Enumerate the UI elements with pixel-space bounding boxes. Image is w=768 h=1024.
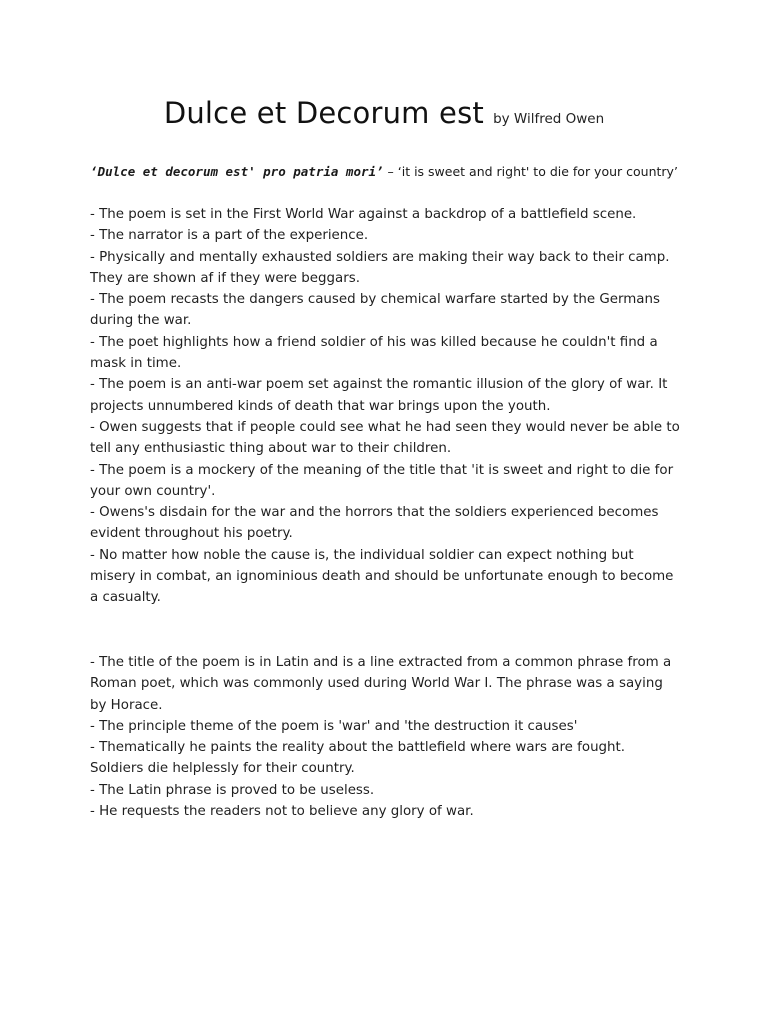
motto-separator: – bbox=[383, 164, 398, 179]
bullet-point: - The poet highlights how a friend soldier of his was killed because he couldn't find a mask in time. bbox=[90, 334, 658, 372]
bullet-point: - The poem is set in the First World War against a backdrop of a battlefield scene. bbox=[90, 207, 637, 222]
motto-translation: ‘it is sweet and right' to die for your country’ bbox=[397, 164, 678, 179]
bullet-point: - The principle theme of the poem is 'war' and 'the destruction it causes' bbox=[90, 718, 578, 734]
notes-section-2 bbox=[90, 652, 680, 822]
page-title bbox=[0, 96, 768, 130]
notes-section-1 bbox=[90, 204, 680, 609]
poem-title: Dulce et Decorum est bbox=[163, 96, 484, 130]
bullet-point: - He requests the readers not to believe any glory of war. bbox=[90, 804, 474, 820]
bullet-point: - The narrator is a part of the experience. bbox=[90, 228, 369, 244]
bullet-point: - No matter how noble the cause is, the individual soldier can expect nothing but misery in combat, an ignominious death and should be unfortunate enough to become a casualty. bbox=[90, 547, 674, 606]
bullet-point: - The poem is a mockery of the meaning of the title that 'it is sweet and right to die for your own country'. bbox=[90, 462, 674, 499]
bullet-point: - The title of the poem is in Latin and is a line extracted from a common phrase from a Roman poet, which was commonly used during World War I. The phrase was a saying by Horace. bbox=[90, 655, 672, 713]
bullet-point: - Owen suggests that if people could see what he had seen they would never be able to tell any enthusiastic thing about war to their children. bbox=[90, 419, 680, 457]
poem-author: by Wilfred Owen bbox=[493, 111, 605, 127]
bullet-point: - Thematically he paints the reality about the battlefield where wars are fought. Soldiers die helplessly for their country. bbox=[90, 740, 626, 777]
bullet-point: - The poem is an anti-war poem set against the romantic illusion of the glory of war. It projects unnumbered kinds of death that war brings upon the youth. bbox=[90, 377, 668, 414]
motto-latin-text: ‘Dulce et decorum est' pro patria mori’ bbox=[90, 164, 384, 179]
bullet-point: - The Latin phrase is proved to be useless. bbox=[90, 782, 375, 798]
bullet-point: - The poem recasts the dangers caused by chemical warfare started by the Germans during the war. bbox=[90, 292, 660, 329]
bullet-point: - Physically and mentally exhausted soldiers are making their way back to their camp. They are shown af if they were beggars. bbox=[90, 249, 670, 286]
bullet-point: - Owens's disdain for the war and the horrors that the soldiers experienced becomes evident throughout his poetry. bbox=[90, 505, 659, 542]
latin-motto bbox=[0, 164, 768, 179]
